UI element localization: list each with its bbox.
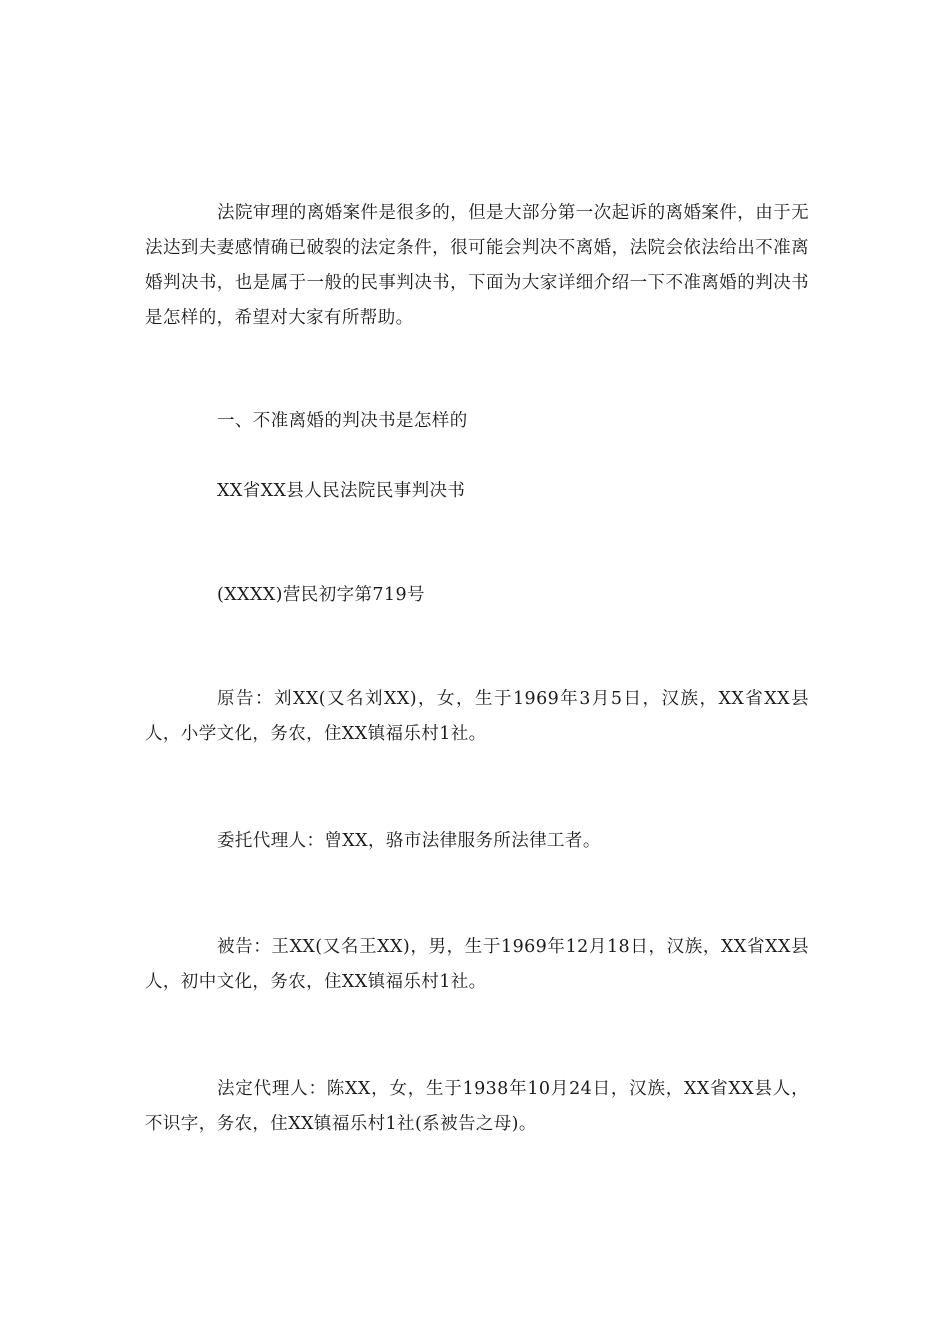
intro-paragraph: 法院审理的离婚案件是很多的，但是大部分第一次起诉的离婚案件，由于无法达到夫妻感情确已破裂的法定条件，很可能会判决不离婚，法院会依法给出不准离婚判决书，也是属于一般的民事判决书，下面为大家详细介绍一下不准离婚的判决书是怎样的，希望对大家有所帮助。 [145, 203, 809, 328]
court-judgment-title: XX省XX县人民法院民事判决书 [217, 481, 466, 501]
agent-paragraph: 委托代理人：曾XX，骆市法律服务所法律工者。 [217, 831, 601, 851]
section-heading: 一、不准离婚的判决书是怎样的 [217, 411, 468, 431]
defendant-paragraph: 被告：王XX(又名王XX)，男，生于1969年12月18日，汉族，XX省XX县人，初中文化，务农，住XX镇福乐村1社。 [145, 937, 809, 992]
plaintiff-paragraph: 原告：刘XX(又名刘XX)，女，生于1969年3月5日，汉族，XX省XX县人，小学文化，务农，住XX镇福乐村1社。 [145, 689, 809, 744]
case-number: (XXXX)营民初字第719号 [217, 585, 425, 605]
legal-representative-paragraph: 法定代理人：陈XX，女，生于1938年10月24日，汉族，XX省XX县人，不识字，务农，住XX镇福乐村1社(系被告之母)。 [145, 1079, 809, 1134]
